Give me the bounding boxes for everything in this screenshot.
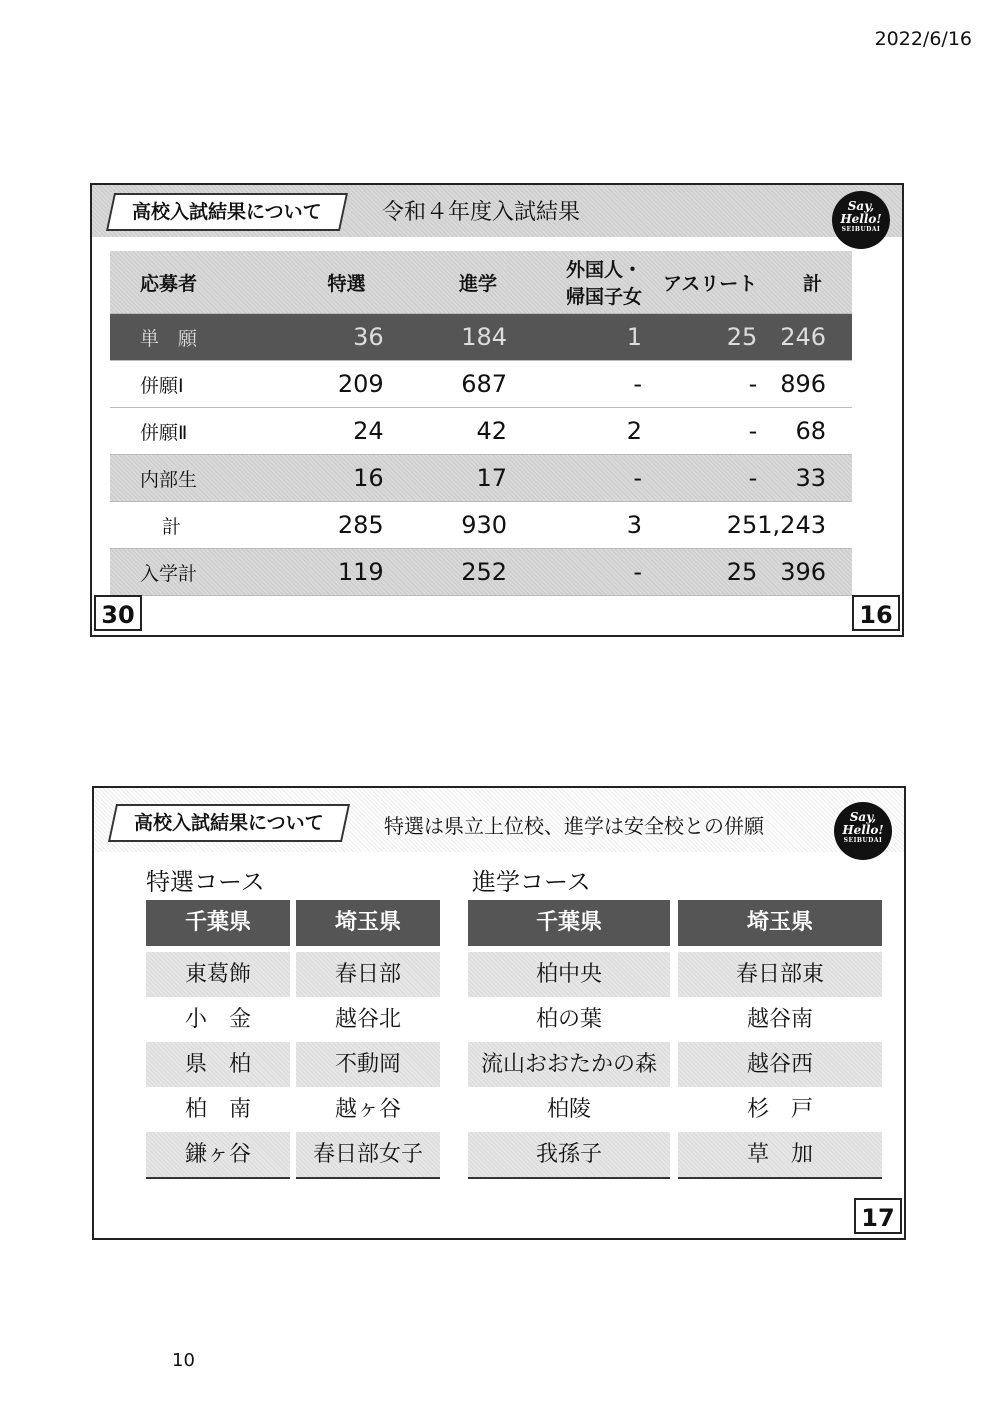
tokusen-chiba-column: 千葉県 東葛飾 小 金 県 柏 柏 南 鎌ヶ谷 (146, 900, 290, 1179)
list-item: 越谷西 (678, 1042, 882, 1087)
list-item: 小 金 (184, 1007, 251, 1032)
table-row: 入学計 119 252 - 25 396 (110, 549, 852, 596)
slide-school-combinations (92, 786, 906, 1240)
list-item: 春日部女子 (296, 1132, 440, 1177)
tokusen-course-title: 特選コース (146, 868, 265, 896)
slide-subtitle: 令和４年度入試結果 (382, 200, 581, 225)
list-item: 春日部東 (678, 952, 882, 997)
section-tag: 高校入試結果について (108, 804, 350, 842)
table-row: 内部生 16 17 - - 33 (110, 455, 852, 502)
shingaku-chiba-column: 千葉県 柏中央 柏の葉 流山おおたかの森 柏陵 我孫子 (468, 900, 670, 1179)
col-header: 特選 (309, 251, 383, 314)
list-item: 柏の葉 (535, 1007, 602, 1032)
shingaku-course-title: 進学コース (472, 868, 591, 896)
slide-header-band (92, 185, 902, 237)
table-row: 併願Ⅰ 209 687 - - 896 (110, 361, 852, 408)
list-item: 越ヶ谷 (334, 1097, 401, 1122)
slide-subtitle: 特選は県立上位校、進学は安全校との併願 (384, 814, 764, 838)
list-item: 県 柏 (146, 1042, 290, 1087)
col-header: 外国人・ 帰国子女 (507, 251, 642, 314)
list-item: 柏中央 (468, 952, 670, 997)
list-item: 不動岡 (296, 1042, 440, 1087)
slide-number-right: 17 (854, 1198, 902, 1234)
table-row: 計 285 930 3 25 1,243 (110, 502, 852, 549)
list-item: 鎌ヶ谷 (146, 1132, 290, 1177)
list-item: 春日部 (296, 952, 440, 997)
slide-number-left: 30 (94, 595, 142, 631)
list-item: 柏 南 (184, 1097, 251, 1122)
say-hello-logo: Say, Hello! SEIBUDAI (832, 191, 890, 249)
col-header: 計 (757, 251, 852, 314)
list-item: 越谷北 (334, 1007, 401, 1032)
list-item: 越谷南 (746, 1007, 813, 1032)
slide-number-right: 16 (852, 595, 900, 631)
list-item: 東葛飾 (146, 952, 290, 997)
table-row: 併願Ⅱ 24 42 2 - 68 (110, 408, 852, 455)
shingaku-saitama-column: 埼玉県 春日部東 越谷南 越谷西 杉 戸 草 加 (678, 900, 882, 1179)
page-number: 10 (172, 1350, 195, 1371)
tokusen-saitama-column: 埼玉県 春日部 越谷北 不動岡 越ヶ谷 春日部女子 (296, 900, 440, 1179)
list-item: 杉 戸 (746, 1097, 813, 1122)
table-header-row (110, 251, 852, 314)
list-item: 我孫子 (468, 1132, 670, 1177)
list-item: 流山おおたかの森 (468, 1042, 670, 1087)
results-table (110, 251, 852, 596)
document-date: 2022/6/16 (874, 28, 972, 50)
slide-header-band (94, 788, 904, 852)
section-tag: 高校入試結果について (106, 193, 348, 231)
say-hello-logo: Say, Hello! SEIBUDAI (834, 802, 892, 860)
list-item: 草 加 (678, 1132, 882, 1177)
col-header: 応募者 (110, 251, 309, 314)
col-header: アスリート (642, 251, 757, 314)
col-header: 進学 (384, 251, 507, 314)
list-item: 柏陵 (546, 1097, 591, 1122)
slide-exam-results (90, 183, 904, 637)
table-row: 単 願 36 184 1 25 246 (110, 314, 852, 361)
